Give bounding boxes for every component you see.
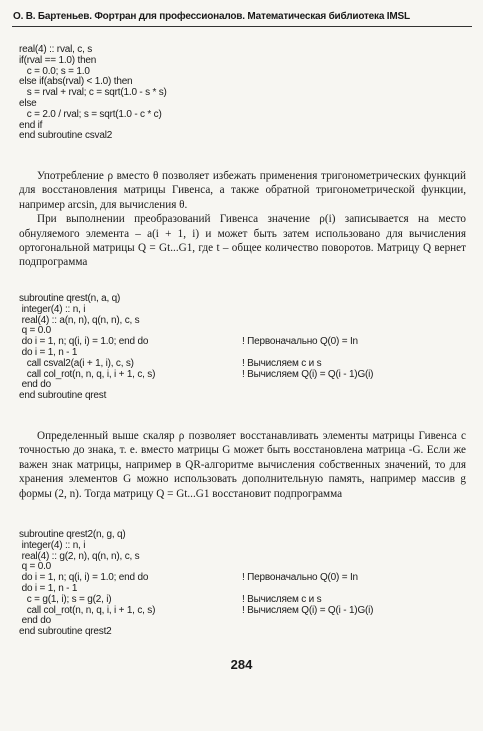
code-text: integer(4) :: n, i: [19, 539, 86, 551]
code-text: real(4) :: a(n, n), q(n, n), c, s: [19, 314, 140, 326]
code-text: end subroutine csval2: [19, 130, 113, 142]
code-text: real(4) :: g(2, n), q(n, n), c, s: [19, 550, 140, 562]
code-line: [19, 88, 167, 99]
page-number: 284: [230, 657, 253, 672]
code-text: do i = 1, n; q(i, i) = 1.0; end do: [19, 336, 149, 348]
code-text: else: [19, 97, 37, 109]
code-text: else if(abs(rval) < 1.0) then: [19, 76, 133, 88]
code-text: end subroutine qrest2: [19, 626, 112, 638]
code-comment: ! Вычисляем c и s: [242, 593, 322, 605]
code-line: [19, 131, 167, 142]
running-header: О. В. Бартеньев. Фортран для профессионалов. Математическая библиотека IMSL: [13, 11, 410, 22]
code-comment: ! Первоначально Q(0) = In: [242, 336, 358, 348]
code-text: c = g(1, i); s = g(2, i): [19, 593, 112, 605]
code-text: c = 2.0 / rval; s = sqrt(1.0 - c * c): [19, 108, 162, 120]
code-block-csval2-tail: [19, 45, 167, 142]
code-text: call csval2(a(i + 1, i), c, s): [19, 357, 134, 369]
code-text: end if: [19, 119, 43, 131]
code-text: if(rval == 1.0) then: [19, 54, 97, 66]
code-text: end do: [19, 615, 51, 627]
paragraph-givens-storage: При выполнении преобразований Гивенса значение ρ(i) записывается на место обнуляемого элемента – a(i + 1, i) и может быть затем использовано для вычисления ортогональной матрицы Q = Gt...G1, где t – общее количество поворотов. Матрицу Q вернет подпрограмма: [19, 213, 466, 269]
code-text: call col_rot(n, n, q, i, i + 1, c, s): [19, 368, 156, 380]
paragraph-sign-recovery: Определенный выше скаляр ρ позволяет восстанавливать элементы матрицы Гивенса с точностью до знака, т. е. вместо матрицы G может быть восстановлена матрица -G. Если же важен знак матрицы, например в QR-алгоритме вычисления собственных значений, то для хранения элементов G можно использовать дополнительную память, например массив g формы (2, n). Тогда матрицу Q = Gt...G1 восстановит подпрограмма: [19, 430, 466, 500]
code-text: q = 0.0: [19, 561, 52, 573]
code-line: [19, 391, 155, 402]
code-block-qrest: [19, 293, 374, 402]
code-block-qrest2: [19, 529, 374, 638]
code-text: end subroutine qrest: [19, 390, 107, 402]
code-text: q = 0.0: [19, 325, 52, 337]
code-text: integer(4) :: n, i: [19, 303, 86, 315]
code-text: c = 0.0; s = 1.0: [19, 65, 90, 77]
code-comment: ! Вычисляем Q(i) = Q(i - 1)G(i): [242, 604, 374, 616]
code-text: do i = 1, n; q(i, i) = 1.0; end do: [19, 572, 149, 584]
code-text: call col_rot(n, n, q, i, i + 1, c, s): [19, 604, 156, 616]
code-comment: ! Вычисляем Q(i) = Q(i - 1)G(i): [242, 368, 374, 380]
code-comment: ! Первоначально Q(0) = In: [242, 572, 358, 584]
prose-block-1: [19, 169, 466, 270]
code-text: s = rval + rval; c = sqrt(1.0 - s * s): [19, 87, 167, 99]
paragraph-rho-usage: Употребление ρ вместо θ позволяет избежать применения тригонометрических функций для восстановления матрицы Гивенса, а также обратной тригонометрической функции, например arcsin, для вычисления θ.: [19, 170, 466, 211]
code-line: [19, 627, 155, 638]
code-text: subroutine qrest(n, a, q): [19, 293, 121, 304]
prose-block-2: [19, 429, 466, 501]
code-text: subroutine qrest2(n, g, q): [19, 529, 126, 540]
code-comment: ! Вычисляем c и s: [242, 357, 322, 369]
code-text: do i = 1, n - 1: [19, 582, 78, 594]
code-text: do i = 1, n - 1: [19, 346, 78, 358]
code-text: end do: [19, 379, 51, 391]
code-text: real(4) :: rval, c, s: [19, 44, 93, 55]
header-rule: [12, 26, 472, 27]
